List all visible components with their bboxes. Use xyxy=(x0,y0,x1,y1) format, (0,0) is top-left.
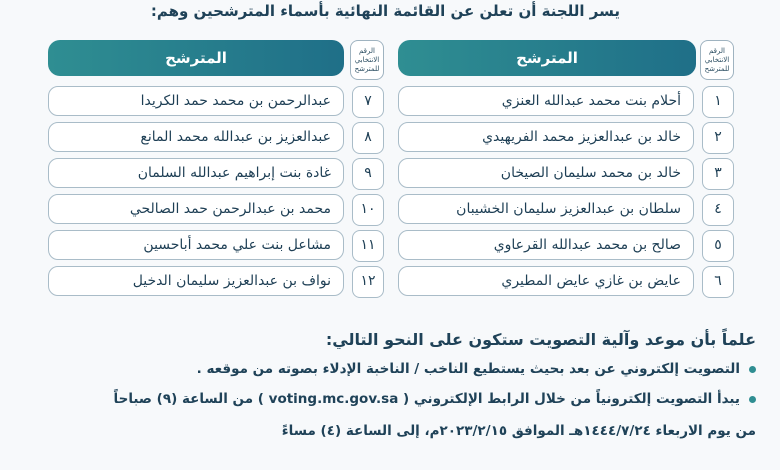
table-row xyxy=(350,122,750,154)
bullet-text: يبدأ التصويت إلكترونياً من خلال الرابط الإلكتروني ( voting.mc.gov.sa ) من الساعة (٩) صباحاً xyxy=(113,391,740,407)
bullet-dot-icon xyxy=(749,366,756,373)
candidate-name: سلطان بن عبدالعزيز سليمان الخشيبان xyxy=(398,194,694,224)
candidate-name: غادة بنت إبراهيم عبدالله السلمان xyxy=(48,158,344,188)
table-row xyxy=(0,122,400,154)
voting-notes xyxy=(16,330,756,453)
notes-title: علماً بأن موعد وآلية التصويت ستكون على النحو التالي: xyxy=(325,330,756,349)
bullet-remote-voting xyxy=(16,361,756,377)
number-column-header: الرقم الانتخابي للمترشح xyxy=(350,40,384,80)
candidate-number: ١٠ xyxy=(352,194,384,226)
candidate-column-header: المترشح xyxy=(48,40,344,76)
table-row xyxy=(0,194,400,226)
candidate-name: عبدالعزيز بن عبدالله محمد المانع xyxy=(48,122,344,152)
table-row xyxy=(350,86,750,118)
candidate-name: نواف بن عبدالعزيز سليمان الدخيل xyxy=(48,266,344,296)
table-row xyxy=(0,266,400,298)
candidate-number: ٥ xyxy=(702,230,734,262)
table-row xyxy=(350,158,750,190)
candidate-number: ٦ xyxy=(702,266,734,298)
candidate-name: عبدالرحمن بن محمد حمد الكريدا xyxy=(48,86,344,116)
table-row xyxy=(0,158,400,190)
candidate-number: ١ xyxy=(702,86,734,118)
candidate-number: ٤ xyxy=(702,194,734,226)
candidate-number: ٧ xyxy=(352,86,384,118)
candidate-name: أحلام بنت محمد عبدالله العنزي xyxy=(398,86,694,116)
table-row xyxy=(350,194,750,226)
candidate-number: ١٢ xyxy=(352,266,384,298)
number-column-header: الرقم الانتخابي للمترشح xyxy=(700,40,734,80)
candidate-column-header: المترشح xyxy=(398,40,696,76)
candidates-table-right xyxy=(350,40,730,302)
table-row xyxy=(0,86,400,118)
intro-text: يسر اللجنة أن تعلن عن القائمة النهائية بأسماء المترشحين وهم: xyxy=(150,2,620,20)
candidate-name: مشاعل بنت علي محمد أباحسين xyxy=(48,230,344,260)
candidates-table-left xyxy=(0,40,380,302)
candidate-number: ٢ xyxy=(702,122,734,154)
candidate-name: محمد بن عبدالرحمن حمد الصالحي xyxy=(48,194,344,224)
candidate-name: خالد بن محمد سليمان الصيخان xyxy=(398,158,694,188)
candidate-number: ١١ xyxy=(352,230,384,262)
table-row xyxy=(350,266,750,298)
bullet-continuation: من يوم الاربعاء ١٤٤٤/٧/٢٤هـ الموافق ٢٠٢٣/٢/١٥م، إلى الساعة (٤) مساءً xyxy=(281,423,756,439)
candidate-number: ٣ xyxy=(702,158,734,190)
candidate-name: صالح بن محمد عبدالله القرعاوي xyxy=(398,230,694,260)
table-row xyxy=(350,230,750,262)
table-row xyxy=(0,230,400,262)
bullet-text: التصويت إلكتروني عن بعد بحيث يستطيع الناخب / الناخبة الإدلاء بصوته من موقعه . xyxy=(196,361,740,377)
candidate-name: عايض بن غازي عايض المطيري xyxy=(398,266,694,296)
bullet-dot-icon xyxy=(749,396,756,403)
candidate-number: ٩ xyxy=(352,158,384,190)
candidate-name: خالد بن عبدالعزيز محمد الفريهيدي xyxy=(398,122,694,152)
bullet-voting-time xyxy=(16,391,756,439)
candidate-number: ٨ xyxy=(352,122,384,154)
